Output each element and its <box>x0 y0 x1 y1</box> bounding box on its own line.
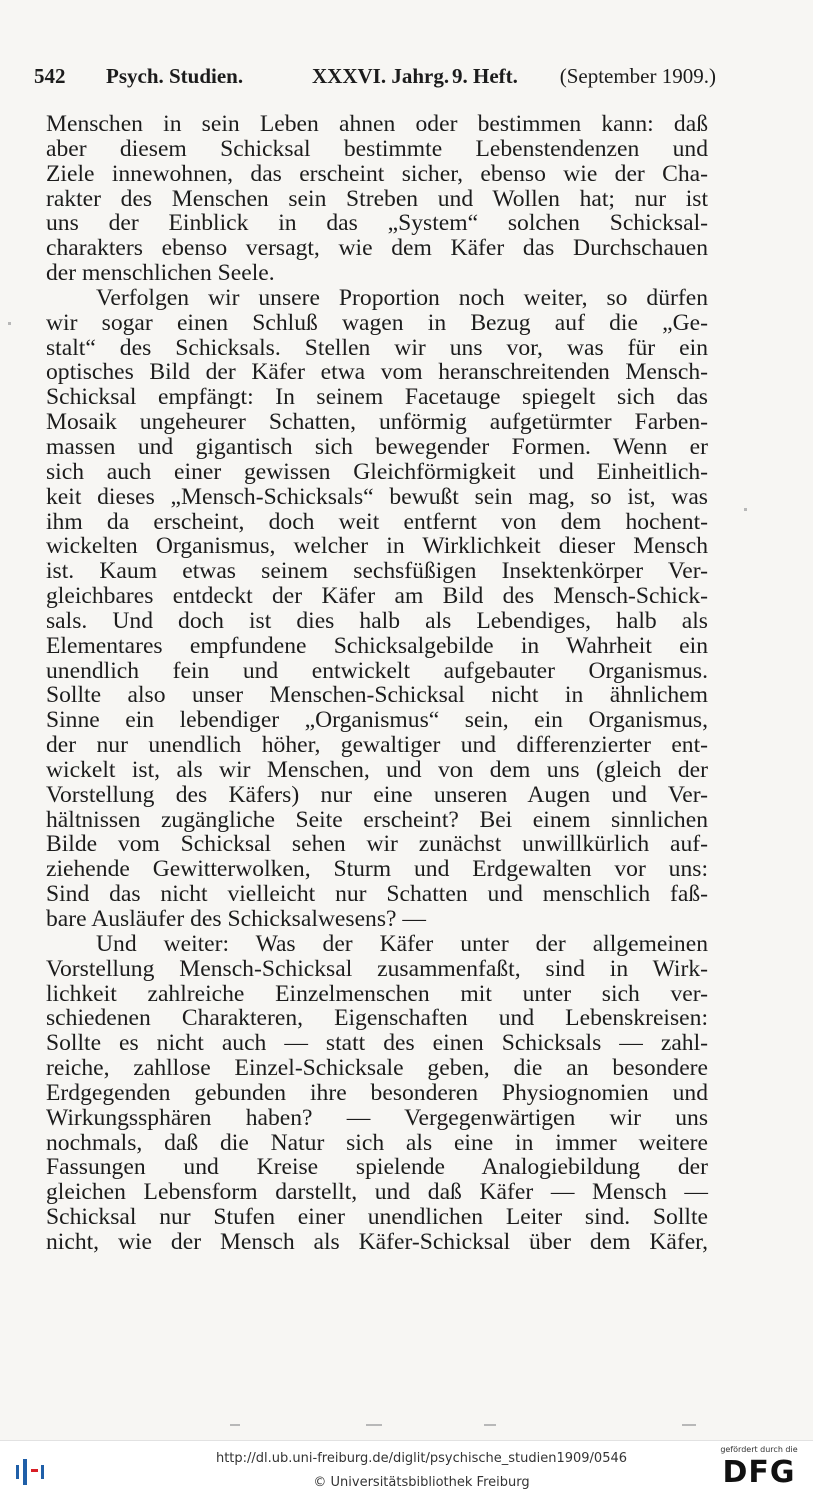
scan-speck <box>230 1424 240 1426</box>
text-line: gleichen Lebensform darstellt, und daß Käfer — Mensch — <box>46 1179 708 1206</box>
scan-speck <box>744 508 747 511</box>
text-line: schiedenen Charakteren, Eigenschaften und Lebenskreisen: <box>46 1005 708 1032</box>
text-line: optisches Bild der Käfer etwa vom heranschreitenden Mensch- <box>46 359 708 386</box>
volume-year: XXXVI. Jahrg. <box>312 64 450 88</box>
text-line: reiche, zahllose Einzel-Schicksale geben, die an besondere <box>46 1055 708 1082</box>
text-line: ist. Kaum etwas seinem sechsfüßigen Insektenkörper Ver- <box>46 558 708 585</box>
journal-title: Psych. Studien. <box>106 64 244 88</box>
text-line: wickelten Organismus, welcher in Wirklichkeit dieser Mensch <box>46 533 708 560</box>
text-line: Verfolgen wir unsere Proportion noch weiter, so dürfen <box>96 284 708 311</box>
text-line: hältnissen zugängliche Seite erscheint? Bei einem sinnlichen <box>46 806 708 833</box>
text-line: Schicksal nur Stufen einer unendlichen Leiter sind. Sollte <box>46 1204 708 1231</box>
text-line: rakter des Menschen sein Streben und Wollen hat; nur ist <box>46 185 708 212</box>
scan-speck <box>8 322 11 325</box>
text-line: Bilde vom Schicksal sehen wir zunächst unwillkürlich auf- <box>46 831 708 858</box>
text-line: Mosaik ungeheurer Schatten, unförmig aufgetürmter Farben- <box>46 409 708 436</box>
text-line: nochmals, daß die Natur sich als eine in immer weitere <box>46 1129 708 1156</box>
text-line: gleichbares entdeckt der Käfer am Bild des Mensch-Schick- <box>46 583 708 610</box>
text-line: sich auch einer gewissen Gleichförmigkeit und Einheitlich- <box>46 458 708 485</box>
scan-speck <box>484 1424 496 1426</box>
text-line: Wirkungssphären haben? — Vergegenwärtigen wir uns <box>46 1104 708 1131</box>
text-line: Vorstellung des Käfers) nur eine unseren Augen und Ver- <box>46 781 708 808</box>
scan-speck <box>366 1424 382 1426</box>
text-line: uns der Einblick in das „System“ solchen Schicksal- <box>46 210 708 237</box>
text-line: Ziele innewohnen, das erscheint sicher, ebenso wie der Cha- <box>46 160 708 187</box>
text-line: stalt“ des Schicksals. Stellen wir uns vor, was für ein <box>46 334 708 361</box>
text-line: wir sogar einen Schluß wagen in Bezug auf die „Ge- <box>46 309 708 336</box>
running-header <box>34 64 714 94</box>
text-line: Vorstellung Mensch-Schicksal zusammenfaßt, sind in Wirk- <box>46 955 708 982</box>
permalink-url[interactable]: http://dl.ub.uni-freiburg.de/diglit/psychische_studien1909/0546 <box>215 1451 628 1466</box>
issue-number: 9. Heft. <box>452 64 518 88</box>
text-line: unendlich fein und entwickelt aufgebauter Organismus. <box>46 657 708 684</box>
text-line: Elementares empfundene Schicksalgebilde in Wahrheit ein <box>46 632 708 659</box>
text-line: wickelt ist, als wir Menschen, und von dem uns (gleich der <box>46 756 708 783</box>
text-line: Sind das nicht vielleicht nur Schatten und menschlich faß- <box>46 881 708 908</box>
text-line: lichkeit zahlreiche Einzelmenschen mit unter sich ver- <box>46 980 708 1007</box>
text-line: aber diesem Schicksal bestimmte Lebenstendenzen und <box>46 135 708 162</box>
page-number: 542 <box>34 64 66 88</box>
text-line: Sollte es nicht auch — statt des einen Schicksals — zahl- <box>46 1030 708 1057</box>
text-line: Sinne ein lebendiger „Organismus“ sein, ein Organismus, <box>46 707 708 734</box>
text-line: Menschen in sein Leben ahnen oder bestimmen kann: daß <box>46 111 708 137</box>
copyright-notice: © Universitätsbibliothek Freiburg <box>313 1475 530 1490</box>
text-line: Erdgegenden gebunden ihre besonderen Physiognomien und <box>46 1079 708 1106</box>
viewer-footer <box>0 1440 813 1499</box>
text-line: massen und gigantisch sich bewegender Formen. Wenn er <box>46 433 708 460</box>
text-line: der nur unendlich höher, gewaltiger und differenzierter ent- <box>46 732 708 759</box>
dfg-logo <box>717 1445 801 1495</box>
text-line: Und weiter: Was der Käfer unter der allgemeinen <box>96 930 708 957</box>
issue-date: (September 1909.) <box>559 64 716 88</box>
text-line: Fassungen und Kreise spielende Analogiebildung der <box>46 1154 708 1181</box>
text-line: keit dieses „Mensch-Schicksals“ bewußt sein mag, so ist, was <box>46 483 708 510</box>
text-line: Sollte also unser Menschen-Schicksal nicht in ähnlichem <box>46 682 708 709</box>
dfg-mark: DFG <box>722 1455 796 1490</box>
scan-speck <box>682 1424 696 1426</box>
body-text <box>46 112 708 1255</box>
text-line: sals. Und doch ist dies halb als Lebendiges, halb als <box>46 607 708 634</box>
text-line: bare Ausläufer des Schicksalwesens? — <box>46 906 426 932</box>
text-line: ihm da erscheint, doch weit entfernt von dem hochent- <box>46 508 708 535</box>
text-line: Schicksal empfängt: In seinem Facetauge spiegelt sich das <box>46 384 708 411</box>
text-line: charakters ebenso versagt, wie dem Käfer das Durchschauen <box>46 235 708 262</box>
dfg-caption: gefördert durch die <box>720 1445 798 1454</box>
text-line: der menschlichen Seele. <box>46 260 275 287</box>
text-line: nicht, wie der Mensch als Käfer-Schicksal über dem Käfer, <box>46 1228 708 1255</box>
text-line: ziehende Gewitterwolken, Sturm und Erdgewalten vor uns: <box>46 856 708 883</box>
